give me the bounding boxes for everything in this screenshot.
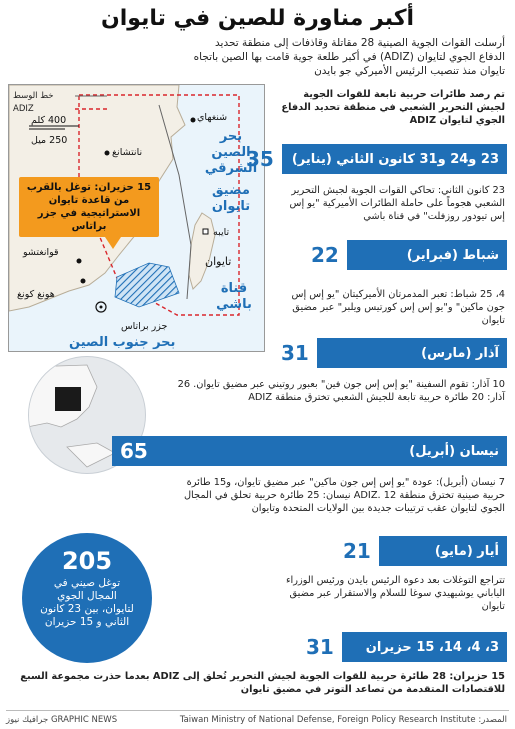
total-value: 205 xyxy=(61,547,113,575)
month-bar-may xyxy=(343,536,507,566)
month-bar-feb xyxy=(311,240,507,270)
island-pratas: جزر براتاس xyxy=(121,321,168,332)
page-subtitle: أرسلت القوات الجوية الصينية 28 مقاتلة وقاذفات إلى منطقة تحديد الدفاع الجوي لتايوان (ADIZ) في أكبر طلعة جوية قامت بها الصين باتجاه تايوان منذ تنصيب الرئيس الأميركي جو بايدن xyxy=(193,37,505,77)
city-hongkong: هونغ كونغ xyxy=(17,289,55,300)
footer xyxy=(6,715,507,725)
pratas-callout: 15 حزيران: توغل بالقرب من قاعدة تايوان الاستراتيجية في جزر براتاس xyxy=(19,177,159,237)
credit-note: GRAPHIC NEWS جرافيك نيوز xyxy=(6,715,118,725)
month-count: 31 xyxy=(306,635,334,659)
legend-adiz: ADIZ xyxy=(13,103,34,114)
source-note: المصدر: Taiwan Ministry of National Defense, Foreign Policy Research Institute xyxy=(179,715,507,725)
month-count: 22 xyxy=(311,243,339,267)
month-count: 35 xyxy=(246,147,274,171)
month-label: 23 و24 و31 كانون الثاني (يناير) xyxy=(291,151,499,167)
month-label: آذار (مارس) xyxy=(421,345,499,361)
map-panel xyxy=(8,84,265,352)
month-label: شباط (فبراير) xyxy=(406,247,499,263)
month-count: 65 xyxy=(120,439,148,463)
month-bar-jun xyxy=(306,632,507,662)
total-circle xyxy=(22,533,152,663)
scale-km: 400 كلم xyxy=(31,115,67,126)
month-label: نيسان (أبريل) xyxy=(409,443,499,459)
month-count: 31 xyxy=(281,341,309,365)
month-desc-jan: 23 كانون الثاني: تحاكي القوات الجوية لجيش التحرير الشعبي هجوماً على حاملة الطائرات الأميركية "يو إس إس تيودور روزفلت" في قناة باشي xyxy=(289,185,505,222)
month-bar-apr xyxy=(112,436,507,466)
city-shanghai: شنغهاي xyxy=(197,112,228,123)
month-desc-apr: 7 نيسان (أبريل): عودة "يو إس إس جون ماكين" عبر مضيق تايوان، و15 طائرة حربية صينية تخترق منطقة ADIZ. 12 نيسان: 25 طائرة حربية تحلق في المجال الجوي لتايوان عقب ترتيبات جديدة بين الولايات المتحدة وتايوان xyxy=(183,477,505,514)
map-legend xyxy=(13,89,111,115)
intro-text: تم رصد طائرات حربية تابعة للقوات الجوية لجيش التحرير الشعبي في منطقة تحديد الدفاع الجوي لتايوان ADIZ xyxy=(281,89,505,126)
month-label: أيار (مايو) xyxy=(434,543,499,559)
month-desc-feb: 4، 25 شباط: تعبر المدمرتان الأميركيتان "يو إس إس جون ماكين" و"يو إس إس كورتيس ويلبر" عبر مضيق تايوان xyxy=(291,289,505,326)
city-nanchang: نانتشانغ xyxy=(112,147,143,158)
footer-divider xyxy=(6,710,509,711)
month-desc-mar: 10 آذار: تقوم السفينة "يو إس إس جون فين" بعبور روتيني عبر مضيق تايوان. 26 آذار: 20 طائرة حربية تابعة للجيش الشعبي تخترق منطقة ADIZ xyxy=(177,379,505,403)
sea-taiwan-strait: مضيق تايوان xyxy=(211,183,251,214)
sea-east-china: بحر الصين الشرقي xyxy=(204,129,258,176)
month-label: 3، 4، 14، 15 حزيران xyxy=(365,639,499,655)
scale-miles: 250 ميل xyxy=(31,135,68,146)
total-label: توغل صيني في المجال الجوي لتايوان، بين 23 كانون الثاني و 15 حزيران xyxy=(40,577,134,628)
month-count: 21 xyxy=(343,539,371,563)
legend-median: خط الوسط xyxy=(13,90,54,101)
sea-bashi-channel: قناة باشي xyxy=(216,281,252,312)
month-bar-mar xyxy=(281,338,507,368)
month-desc-jun: 15 حزيران: 28 طائرة حربية للقوات الجوية لجيش التحرير تُحلق إلى ADIZ بعدما حذرت مجموعة السبع للاقتصادات المتقدمة من تصاعد التوتر في مضيق تايوان xyxy=(20,671,505,695)
month-desc-may: تتراجع التوغلات بعد دعوة الرئيس بايدن ورئيس الوزراء الياباني يوشيهيدي سوغا للسلام والاستقرار عبر مضيق تايوان xyxy=(285,575,505,612)
island-taiwan: تايوان xyxy=(205,255,232,268)
city-taipei: تايبه xyxy=(213,227,230,238)
city-guangzhou: قوانغتشو xyxy=(23,247,59,258)
sea-south-china: بحر جنوب الصين xyxy=(69,335,176,350)
page-title: أكبر مناورة للصين في تايوان xyxy=(100,6,415,31)
month-bar-jan xyxy=(246,144,507,174)
